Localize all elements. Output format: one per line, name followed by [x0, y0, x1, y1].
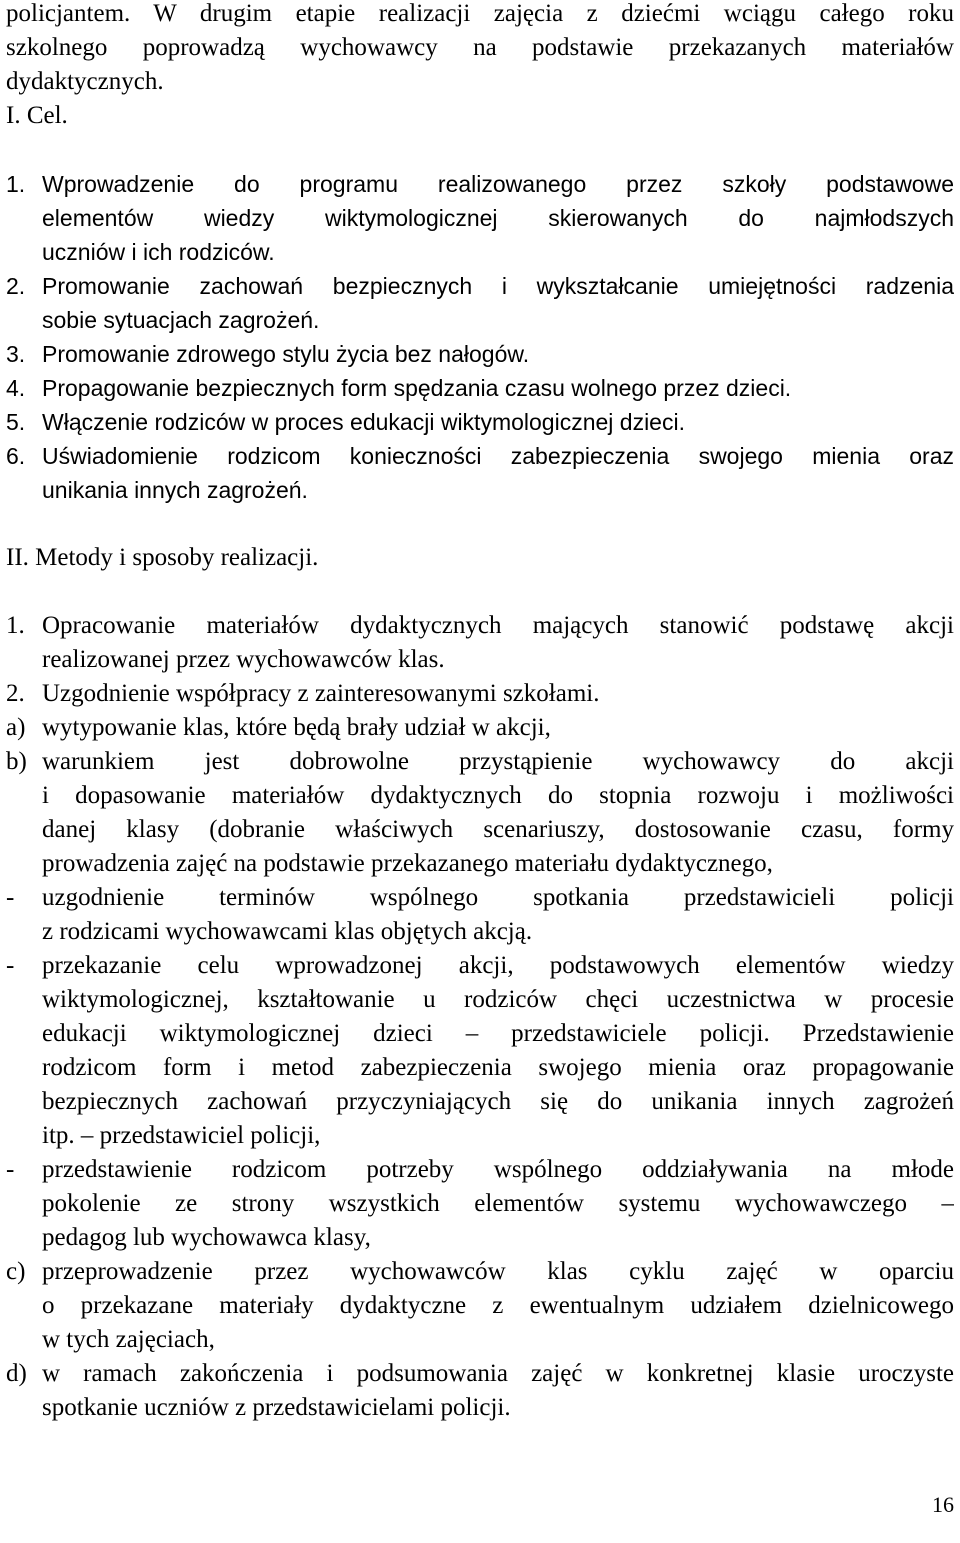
list-item-line: Promowanie zachowań bezpiecznych i wykształcanie umiejętności radzenia: [42, 273, 954, 299]
list-marker: c): [6, 1258, 26, 1285]
list-item-line: elementów wiedzy wiktymologicznej skierowanych do najmłodszych: [42, 205, 954, 231]
list-item-line: z rodzicami wychowawcami klas objętych akcją.: [42, 918, 533, 945]
intro-line: szkolnego poprowadzą wychowawcy na podstawie przekazanych materiałów: [6, 34, 954, 61]
list-item-line: Uświadomienie rodzicom konieczności zabezpieczenia swojego mienia oraz: [42, 443, 954, 469]
list-marker: 1.: [6, 612, 25, 639]
list-item-line: przedstawienie rodzicom potrzeby wspólnego oddziaływania na młode: [42, 1156, 954, 1183]
list-item-line: w ramach zakończenia i podsumowania zajęć w konkretnej klasie uroczyste: [42, 1360, 954, 1387]
intro-line: dydaktycznych.: [6, 68, 164, 95]
list-item-line: i dopasowanie materiałów dydaktycznych do stopnia rozwoju i możliwości: [42, 782, 954, 809]
list-item-line: bezpiecznych zachowań przyczyniających się do unikania innych zagrożeń: [42, 1088, 954, 1115]
list-item-line: unikania innych zagrożeń.: [42, 477, 308, 503]
list-item-line: Propagowanie bezpiecznych form spędzania czasu wolnego przez dzieci.: [42, 375, 792, 401]
list-item-line: spotkanie uczniów z przedstawicielami policji.: [42, 1394, 511, 1421]
page-number: 16: [932, 1492, 954, 1517]
section-heading: I. Cel.: [6, 102, 68, 129]
list-item-line: przeprowadzenie przez wychowawców klas cyklu zajęć w oparciu: [42, 1258, 954, 1285]
list-item-line: warunkiem jest dobrowolne przystąpienie wychowawcy do akcji: [42, 748, 954, 775]
list-item-line: uczniów i ich rodziców.: [42, 239, 275, 265]
list-marker: b): [6, 748, 27, 775]
list-item-line: Uzgodnienie współpracy z zainteresowanymi szkołami.: [42, 680, 600, 707]
list-marker: d): [6, 1360, 27, 1387]
section-heading: II. Metody i sposoby realizacji.: [6, 544, 319, 571]
list-number: 3.: [6, 341, 26, 367]
list-item-line: wiktymologicznej, kształtowanie u rodziców chęci uczestnictwa w procesie: [42, 986, 954, 1013]
list-marker: -: [6, 1156, 15, 1183]
list-item-line: pedagog lub wychowawca klasy,: [42, 1224, 371, 1251]
list-item-line: itp. – przedstawiciel policji,: [42, 1122, 321, 1149]
list-number: 5.: [6, 409, 26, 435]
list-item-line: sobie sytuacjach zagrożeń.: [42, 307, 320, 333]
list-item-line: rodzicom form i metod zabezpieczenia swojego mienia oraz propagowanie: [42, 1054, 954, 1081]
list-item-line: przekazanie celu wprowadzonej akcji, podstawowych elementów wiedzy: [42, 952, 954, 979]
list-item-line: Promowanie zdrowego stylu życia bez nałogów.: [42, 341, 530, 367]
list-item-line: o przekazane materiały dydaktyczne z ewentualnym udziałem dzielnicowego: [42, 1292, 954, 1319]
list-marker: -: [6, 952, 15, 979]
list-item-line: Opracowanie materiałów dydaktycznych mających stanowić podstawę akcji: [42, 612, 954, 639]
list-item-line: uzgodnienie terminów wspólnego spotkania przedstawicieli policji: [42, 884, 954, 911]
list-number: 6.: [6, 443, 26, 469]
list-item-line: danej klasy (dobranie właściwych scenariuszy, dostosowanie czasu, formy: [42, 816, 954, 843]
list-item-line: w tych zajęciach,: [42, 1326, 215, 1353]
list-item-line: pokolenie ze strony wszystkich elementów systemu wychowawczego –: [42, 1190, 954, 1217]
list-marker: -: [6, 884, 15, 911]
intro-line: policjantem. W drugim etapie realizacji zajęcia z dziećmi wciągu całego roku: [6, 0, 954, 27]
list-number: 2.: [6, 273, 26, 299]
list-number: 1.: [6, 171, 26, 197]
list-item-line: realizowanej przez wychowawców klas.: [42, 646, 445, 673]
list-marker: 2.: [6, 680, 25, 707]
list-item-line: wytypowanie klas, które będą brały udział w akcji,: [42, 714, 551, 741]
list-item-line: edukacji wiktymologicznej dzieci – przedstawiciele policji. Przedstawienie: [42, 1020, 954, 1047]
list-item-line: prowadzenia zajęć na podstawie przekazanego materiału dydaktycznego,: [42, 850, 773, 877]
list-item-line: Wprowadzenie do programu realizowanego przez szkoły podstawowe: [42, 171, 954, 197]
list-marker: a): [6, 714, 26, 741]
list-item-line: Włączenie rodziców w proces edukacji wiktymologicznej dzieci.: [42, 409, 685, 435]
list-number: 4.: [6, 375, 26, 401]
